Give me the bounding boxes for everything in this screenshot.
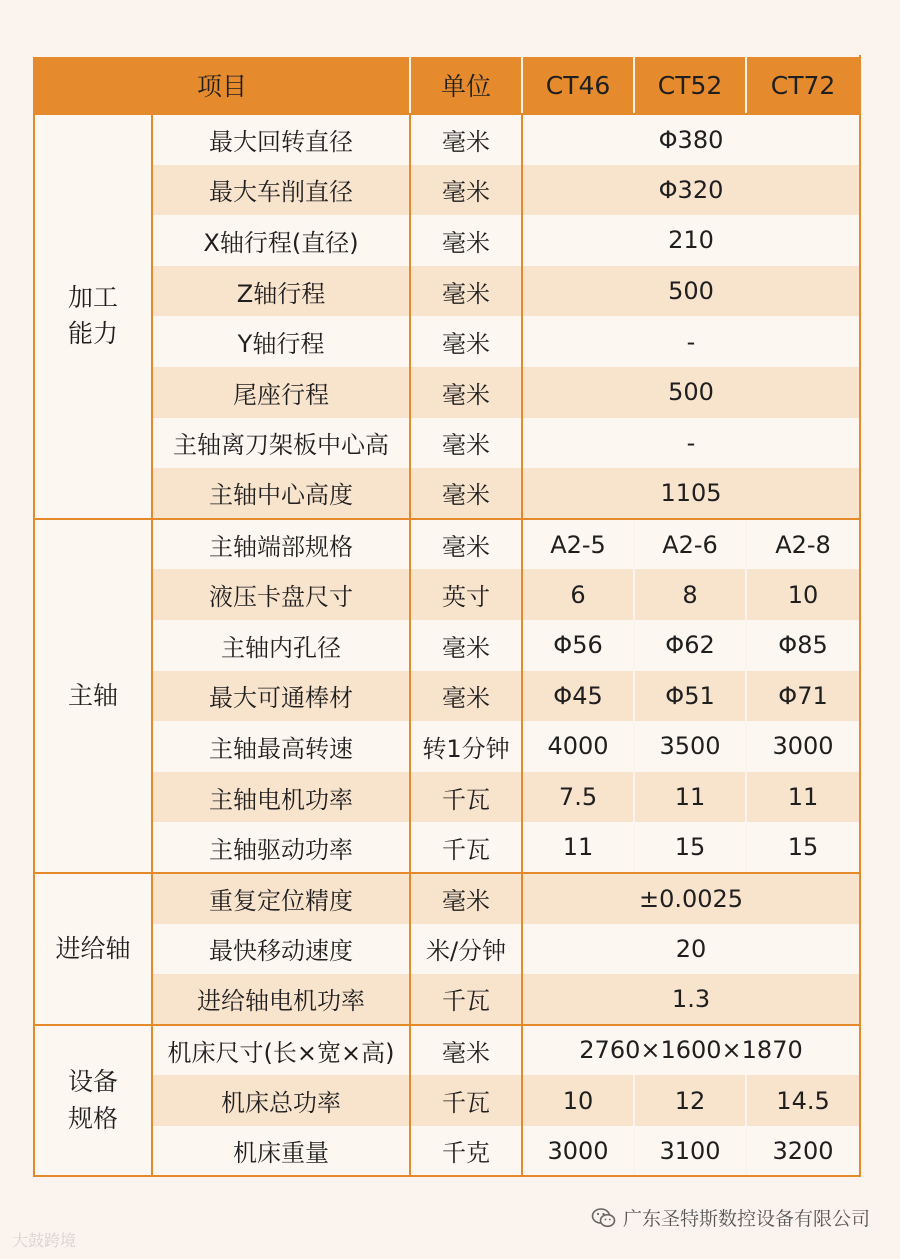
row-item-name: 最大车削直径 [152,165,410,216]
group-label: 进给轴 [34,873,152,1025]
row-value-shared: 500 [522,266,860,317]
row-item-name: 液压卡盘尺寸 [152,569,410,620]
row-value-shared: Φ320 [522,165,860,216]
table-row [34,822,860,873]
watermark [12,1228,76,1251]
row-value-ct52: 8 [634,569,746,620]
row-item-name: Z轴行程 [152,266,410,317]
spec-body [34,114,860,1176]
row-unit: 千克 [410,1126,522,1177]
row-unit: 米/分钟 [410,924,522,975]
row-value-ct46: 6 [522,569,634,620]
row-unit: 千瓦 [410,1075,522,1126]
row-unit: 毫米 [410,316,522,367]
row-unit: 毫米 [410,873,522,924]
row-value-ct46: Φ45 [522,671,634,722]
table-row [34,1025,860,1076]
row-unit: 毫米 [410,671,522,722]
row-item-name: Y轴行程 [152,316,410,367]
row-item-name: 主轴电机功率 [152,772,410,823]
table-row [34,367,860,418]
row-item-name: 主轴离刀架板中心高 [152,418,410,469]
row-value-ct52: 3500 [634,721,746,772]
row-unit: 毫米 [410,165,522,216]
row-item-name: 最大回转直径 [152,114,410,165]
row-value-shared: - [522,316,860,367]
table-row [34,266,860,317]
table-row [34,772,860,823]
row-unit: 千瓦 [410,974,522,1025]
row-unit: 毫米 [410,418,522,469]
row-unit: 毫米 [410,519,522,570]
footer [591,1204,870,1231]
header-row [34,56,860,114]
row-value-ct46: Φ56 [522,620,634,671]
row-unit: 毫米 [410,215,522,266]
row-value-ct72: 3200 [746,1126,860,1177]
row-item-name: 重复定位精度 [152,873,410,924]
table-row [34,316,860,367]
row-item-name: 进给轴电机功率 [152,974,410,1025]
table-row [34,721,860,772]
row-unit: 毫米 [410,367,522,418]
row-value-ct46: A2-5 [522,519,634,570]
table-row [34,165,860,216]
table-row [34,519,860,570]
row-item-name: 主轴内孔径 [152,620,410,671]
table-row [34,468,860,519]
table-row [34,1075,860,1126]
row-value-ct72: 15 [746,822,860,873]
group-label: 主轴 [34,519,152,873]
row-unit: 毫米 [410,620,522,671]
row-item-name: 机床总功率 [152,1075,410,1126]
row-unit: 毫米 [410,266,522,317]
row-value-ct46: 11 [522,822,634,873]
row-value-ct52: 3100 [634,1126,746,1177]
row-value-ct52: Φ62 [634,620,746,671]
row-unit: 毫米 [410,114,522,165]
footer-company: 广东圣特斯数控设备有限公司 [622,1208,870,1230]
row-value-ct52: 15 [634,822,746,873]
row-value-ct72: 14.5 [746,1075,860,1126]
row-value-ct46: 10 [522,1075,634,1126]
row-item-name: X轴行程(直径) [152,215,410,266]
table-row [34,569,860,620]
row-unit: 毫米 [410,1025,522,1076]
wechat-icon [591,1205,617,1231]
header-item: 项目 [34,56,410,114]
row-item-name: 主轴驱动功率 [152,822,410,873]
row-unit: 转1分钟 [410,721,522,772]
row-item-name: 尾座行程 [152,367,410,418]
table-row [34,924,860,975]
table-row [34,873,860,924]
row-unit: 英寸 [410,569,522,620]
row-value-shared: Φ380 [522,114,860,165]
row-value-ct72: Φ71 [746,671,860,722]
row-value-shared: 210 [522,215,860,266]
row-value-ct72: 11 [746,772,860,823]
row-value-shared: 1105 [522,468,860,519]
table-row [34,215,860,266]
row-value-ct46: 4000 [522,721,634,772]
group-label: 设备 规格 [34,1025,152,1177]
row-value-ct52: 12 [634,1075,746,1126]
row-item-name: 主轴端部规格 [152,519,410,570]
group-label: 加工 能力 [34,114,152,519]
row-value-ct72: 10 [746,569,860,620]
row-value-ct52: A2-6 [634,519,746,570]
header-model-ct72: CT72 [746,56,860,114]
table-row [34,974,860,1025]
row-item-name: 主轴最高转速 [152,721,410,772]
row-value-ct72: 3000 [746,721,860,772]
row-item-name: 机床尺寸(长×宽×高) [152,1025,410,1076]
row-value-ct72: Φ85 [746,620,860,671]
spec-table [33,55,861,1177]
row-value-shared: 2760×1600×1870 [522,1025,860,1076]
table-row [34,1126,860,1177]
row-item-name: 机床重量 [152,1126,410,1177]
header-model-ct46: CT46 [522,56,634,114]
row-unit: 千瓦 [410,822,522,873]
row-item-name: 最大可通棒材 [152,671,410,722]
table-row [34,620,860,671]
row-value-ct46: 3000 [522,1126,634,1177]
row-value-shared: 1.3 [522,974,860,1025]
row-value-shared: 20 [522,924,860,975]
row-value-ct72: A2-8 [746,519,860,570]
row-value-shared: 500 [522,367,860,418]
row-value-ct46: 7.5 [522,772,634,823]
row-value-shared: ±0.0025 [522,873,860,924]
table-row [34,114,860,165]
row-unit: 千瓦 [410,772,522,823]
row-value-ct52: 11 [634,772,746,823]
row-item-name: 主轴中心高度 [152,468,410,519]
row-unit: 毫米 [410,468,522,519]
header-model-ct52: CT52 [634,56,746,114]
header-unit: 单位 [410,56,522,114]
table-row [34,418,860,469]
row-item-name: 最快移动速度 [152,924,410,975]
row-value-shared: - [522,418,860,469]
row-value-ct52: Φ51 [634,671,746,722]
table-row [34,671,860,722]
watermark-text: 大鼓跨境 [12,1231,77,1250]
